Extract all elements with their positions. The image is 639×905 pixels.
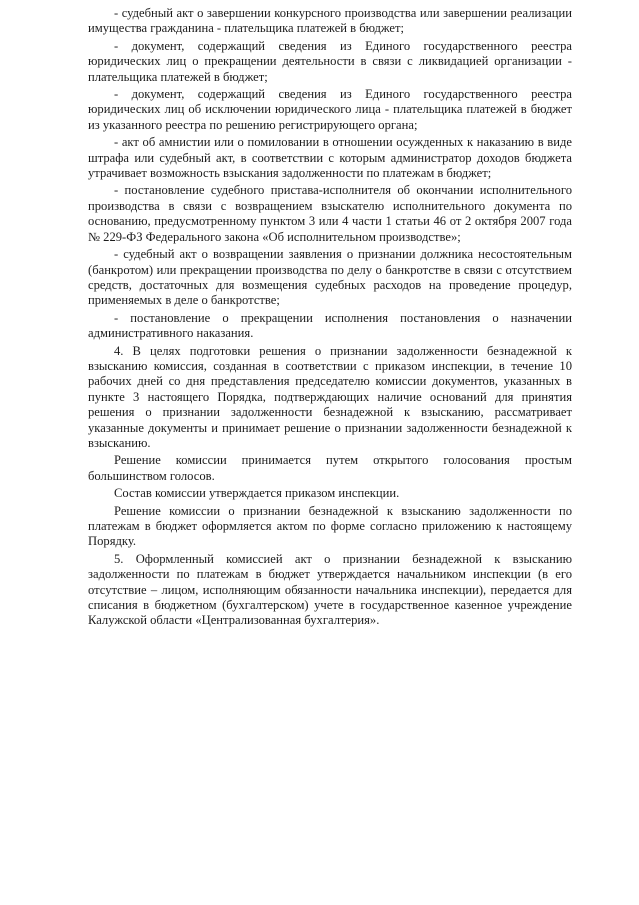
paragraph-7: - постановление о прекращении исполнения постановления о назначении административного наказания.: [88, 310, 572, 341]
paragraph-3: - документ, содержащий сведения из Единого государственного реестра юридических лиц об исключении юридического лица - плательщика платежей в бюджет из указанного реестра по решению регистрирующего органа;: [88, 87, 572, 132]
paragraph-10: Состав комиссии утверждается приказом инспекции.: [114, 486, 400, 501]
paragraph-4: - акт об амнистии или о помиловании в отношении осужденных к наказанию в виде штрафа или судебный акт, в соответствии с которым администратор доходов бюджета утрачивает возможность взыскания задолженности по платежам в бюджет;: [88, 135, 572, 181]
document-body: [88, 6, 572, 631]
paragraph-6: - судебный акт о возвращении заявления о признании должника несостоятельным (банкротом) или прекращении производства по делу о банкротстве в связи с отсутствием средств, достаточных для возмещения судебных расходов на проведение процедур, применяемых в деле о банкротстве;: [88, 247, 572, 308]
paragraph-1: - судебный акт о завершении конкурсного производства или завершении реализации имущества гражданина - плательщика платежей в бюджет;: [88, 6, 572, 36]
paragraph-12: 5. Оформленный комиссией акт о признании безнадежной к взысканию задолженности по платежам в бюджет утверждается начальником инспекции (в его отсутствие – лицом, исполняющим обязанности начальника инспекции), передается для списания в бюджетном (бухгалтерском) учете в государственное казенное учреждение Калужской области «Централизованная бухгалтерия».: [88, 551, 572, 628]
paragraph-8: 4. В целях подготовки решения о признании задолженности безнадежной к взысканию комиссия, созданная в соответствии с приказом инспекции, в течение 10 рабочих дней со дня представления председателю комиссии документов, указанных в пункте 3 настоящего Порядка, подтверждающих наличие оснований для принятия решения о признании задолженности безнадежной к взысканию, рассматривает указанные документы и принимает решение о признании задолженности безнадежной к взысканию.: [88, 343, 572, 450]
paragraph-5: - постановление судебного пристава-исполнителя об окончании исполнительного производства в связи с возвращением взыскателю исполнительного документа по основанию, предусмотренному пунктом 3 или 4 части 1 статьи 46 от 2 октября 2007 года № 229-ФЗ Федерального закона «Об исполнительном производстве»;: [88, 183, 572, 244]
paragraph-2: - документ, содержащий сведения из Единого государственного реестра юридических лиц о прекращении деятельности в связи с ликвидацией организации - плательщика платежей в бюджет;: [88, 38, 572, 84]
paragraph-9: Решение комиссии принимается путем открытого голосования простым большинством голосов.: [88, 453, 572, 483]
paragraph-11: Решение комиссии о признании безнадежной к взысканию задолженности по платежам в бюджет оформляется актом по форме согласно приложению к настоящему Порядку.: [88, 503, 572, 549]
